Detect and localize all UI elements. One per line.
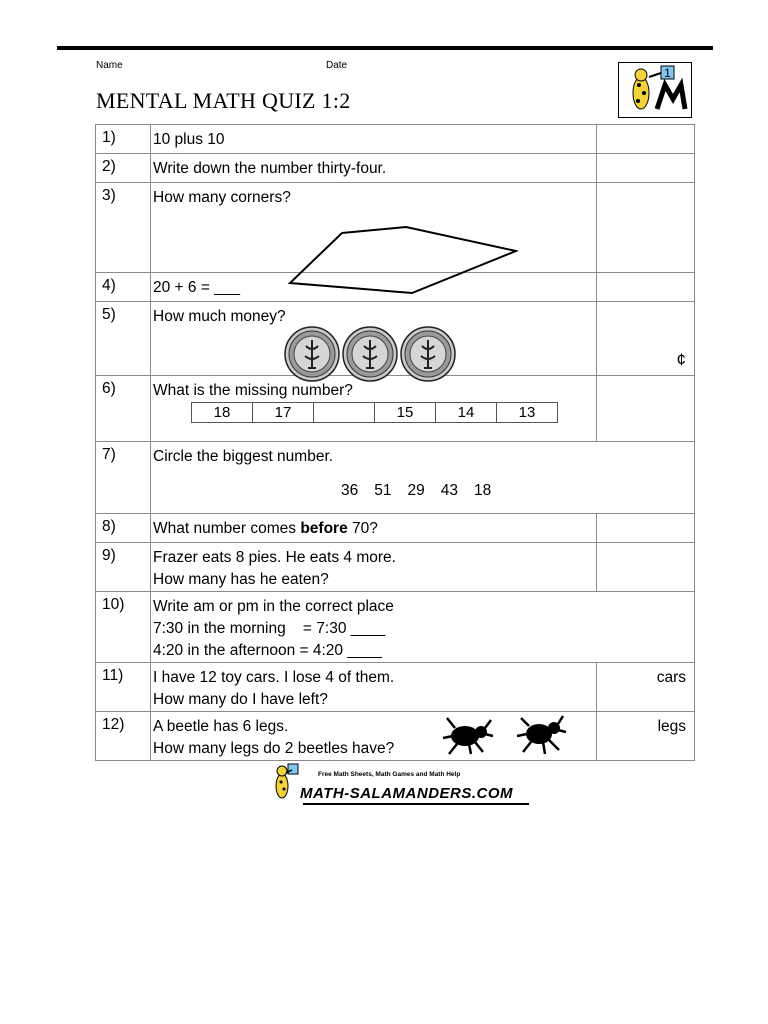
logo-badge: 1 [664, 66, 671, 80]
sequence-cell: 14 [436, 403, 497, 423]
question-number: 7) [96, 442, 151, 514]
sequence-cell: 13 [497, 403, 558, 423]
beetle-group [441, 712, 567, 756]
question-number: 12) [96, 712, 151, 761]
sequence-cell: 15 [375, 403, 436, 423]
question-number: 9) [96, 543, 151, 592]
question-text: Circle the biggest number. [153, 448, 334, 465]
question-text: What is the missing number? [153, 382, 353, 399]
question-text: A beetle has 6 legs. [153, 718, 289, 735]
footer-tagline: Free Math Sheets, Math Games and Math Help [318, 771, 461, 778]
dime-coin-icon [284, 326, 340, 382]
answer-box[interactable] [597, 376, 695, 442]
number-choice[interactable]: 18 [474, 482, 492, 499]
answer-box[interactable] [597, 514, 695, 543]
question-row-5 [96, 302, 695, 376]
question-text: 20 + 6 = ___ [153, 279, 241, 296]
question-row-2 [96, 154, 695, 183]
dime-coin-icon [342, 326, 398, 382]
question-text: How many corners? [153, 189, 291, 206]
number-choice[interactable]: 51 [374, 482, 392, 499]
question-text: What number comes before 70? [153, 520, 378, 537]
answer-box[interactable] [597, 273, 695, 302]
question-number: 1) [96, 125, 151, 154]
question-text: Write am or pm in the correct place [153, 598, 394, 615]
number-choice[interactable]: 43 [440, 482, 458, 499]
answer-box[interactable] [597, 712, 695, 761]
answer-box[interactable] [597, 183, 695, 273]
question-number: 4) [96, 273, 151, 302]
top-rule [57, 46, 713, 50]
question-number: 3) [96, 183, 151, 273]
answer-unit: legs [657, 718, 686, 735]
footer-brand[interactable]: MATH-SALAMANDERS.COM [300, 785, 514, 802]
question-text: 7:30 in the morning = 7:30 ____ [153, 620, 386, 637]
question-text: How many has he eaten? [153, 571, 329, 588]
name-label: Name [96, 60, 123, 71]
cent-unit: ¢ [676, 350, 686, 369]
question-text: Write down the number thirty-four. [153, 160, 387, 177]
question-text: 10 plus 10 [153, 131, 225, 148]
salamander-logo-icon [618, 62, 692, 118]
question-row-4 [96, 273, 695, 302]
question-text: Frazer eats 8 pies. He eats 4 more. [153, 549, 396, 566]
question-row-7 [96, 442, 695, 514]
question-text: How many do I have left? [153, 691, 328, 708]
question-row-12 [96, 712, 695, 761]
answer-box[interactable] [597, 302, 695, 376]
number-choices [341, 482, 491, 500]
footer-rule [303, 803, 529, 805]
sequence-cell: 17 [253, 403, 314, 423]
page-title: MENTAL MATH QUIZ 1:2 [96, 88, 351, 113]
question-row-9 [96, 543, 695, 592]
answer-box[interactable] [597, 663, 695, 712]
sequence-blank[interactable] [314, 403, 375, 423]
number-sequence [191, 402, 558, 423]
sequence-cell: 18 [192, 403, 253, 423]
question-number: 10) [96, 592, 151, 663]
question-number: 6) [96, 376, 151, 442]
question-row-11 [96, 663, 695, 712]
question-number: 8) [96, 514, 151, 543]
question-text: How many legs do 2 beetles have? [153, 740, 395, 757]
answer-box[interactable] [597, 154, 695, 183]
answer-box[interactable] [597, 543, 695, 592]
question-number: 11) [96, 663, 151, 712]
quiz-table [95, 124, 695, 761]
question-number: 2) [96, 154, 151, 183]
beetle-icon [513, 712, 567, 756]
beetle-icon [441, 712, 495, 756]
question-row-3 [96, 183, 695, 273]
dime-coin-icon [400, 326, 456, 382]
date-label: Date [326, 60, 348, 71]
answer-unit: cars [656, 669, 686, 686]
question-text: 4:20 in the afternoon = 4:20 ____ [153, 642, 382, 659]
question-row-6 [96, 376, 695, 442]
question-row-10 [96, 592, 695, 663]
question-text: I have 12 toy cars. I lose 4 of them. [153, 669, 395, 686]
coin-group [284, 326, 456, 382]
question-row-8 [96, 514, 695, 543]
question-number: 5) [96, 302, 151, 376]
number-choice[interactable]: 36 [341, 482, 359, 499]
question-text: How much money? [153, 308, 286, 325]
answer-box[interactable] [597, 125, 695, 154]
number-choice[interactable]: 29 [407, 482, 425, 499]
bold-word: before [300, 520, 348, 537]
question-row-1 [96, 125, 695, 154]
